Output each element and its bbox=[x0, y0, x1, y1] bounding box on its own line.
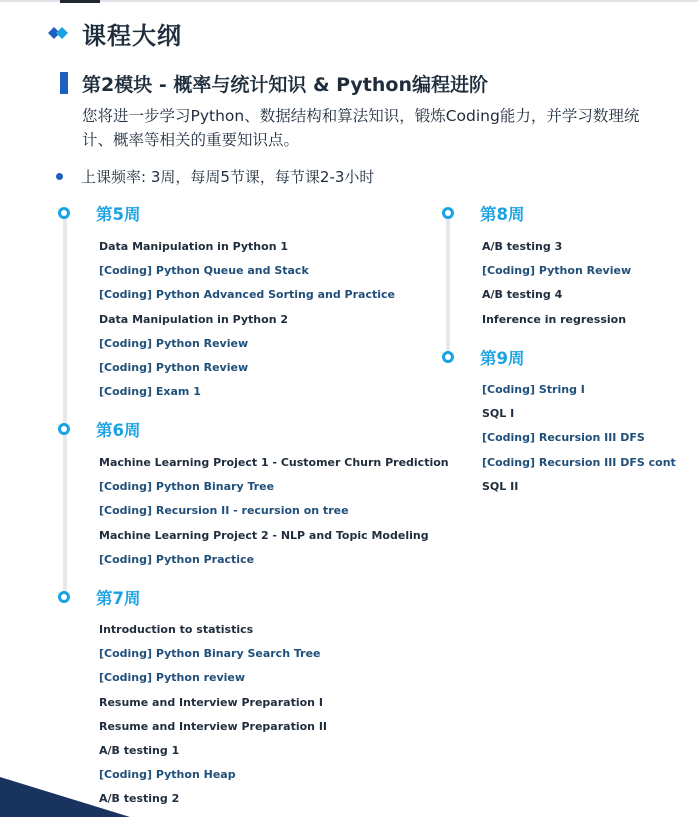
corner-decoration bbox=[0, 777, 130, 817]
schedule-frequency bbox=[56, 165, 374, 187]
lesson-item: [Coding] Recursion II - recursion on tree bbox=[99, 504, 349, 518]
module-header bbox=[60, 70, 488, 96]
week-header bbox=[58, 417, 140, 441]
lesson-item: Data Manipulation in Python 1 bbox=[99, 240, 289, 253]
lesson-item: [Coding] Recursion III DFS bbox=[482, 431, 645, 445]
week-header bbox=[442, 201, 524, 225]
lesson-item: [Coding] Python Binary Tree bbox=[99, 480, 275, 494]
lesson-item: Data Manipulation in Python 2 bbox=[99, 312, 289, 326]
lesson-item: [Coding] Python Review bbox=[99, 361, 249, 374]
frequency-text: 上课频率: 3周，每周5节课，每节课2-3小时 bbox=[81, 167, 375, 186]
timeline-left bbox=[63, 212, 67, 598]
week-header bbox=[58, 201, 140, 225]
module-description: 您将进一步学习Python、数据结构和算法知识，锻炼Coding能力，并学习数理统计、概率等相关的重要知识点。 bbox=[82, 107, 640, 149]
week-title: 第6周 bbox=[96, 421, 141, 440]
timeline-node-icon bbox=[58, 591, 70, 603]
top-tab-indicator bbox=[60, 0, 100, 3]
timeline-right bbox=[446, 212, 450, 358]
lesson-item: [Coding] Python Queue and Stack bbox=[99, 264, 309, 278]
timeline-node-icon bbox=[442, 351, 454, 363]
lesson-item: Machine Learning Project 2 - NLP and Topic Modeling bbox=[99, 528, 429, 542]
lesson-item: SQL I bbox=[482, 407, 515, 421]
diamond-arrows-icon bbox=[46, 21, 70, 45]
module-accent-bar bbox=[60, 72, 68, 94]
week-title: 第8周 bbox=[480, 205, 525, 224]
bullet-icon bbox=[56, 173, 63, 180]
week-header bbox=[442, 345, 524, 369]
lesson-item: Machine Learning Project 1 - Customer Churn Prediction bbox=[99, 456, 449, 469]
timeline-node-icon bbox=[442, 207, 454, 219]
top-divider bbox=[0, 0, 698, 2]
lesson-item: [Coding] Exam 1 bbox=[99, 385, 201, 399]
page-title: 课程大纲 bbox=[82, 21, 182, 50]
lesson-item: [Coding] Python Review bbox=[482, 264, 632, 278]
page-header bbox=[46, 18, 182, 48]
lesson-item: SQL II bbox=[482, 479, 519, 493]
lesson-item: A/B testing 3 bbox=[482, 240, 563, 253]
lesson-item: [Coding] Recursion III DFS cont bbox=[482, 455, 676, 469]
lesson-item: Resume and Interview Preparation I bbox=[99, 695, 323, 709]
week-title: 第9周 bbox=[480, 349, 525, 368]
week-header bbox=[58, 585, 140, 609]
timeline-node-icon bbox=[58, 423, 70, 435]
lesson-item: [Coding] Python Heap bbox=[99, 768, 236, 782]
lesson-item: Inference in regression bbox=[482, 312, 627, 326]
lesson-item: [Coding] Python Review bbox=[99, 336, 249, 350]
lesson-item: Resume and Interview Preparation II bbox=[99, 719, 328, 733]
lesson-item: [Coding] Python review bbox=[99, 671, 246, 685]
timeline-node-icon bbox=[58, 207, 70, 219]
week-title: 第7周 bbox=[96, 589, 141, 608]
lesson-item: [Coding] Python Binary Search Tree bbox=[99, 647, 321, 661]
lesson-item: A/B testing 4 bbox=[482, 288, 563, 302]
lesson-item: Introduction to statistics bbox=[99, 623, 254, 636]
lesson-item: A/B testing 2 bbox=[99, 792, 180, 806]
lesson-item: A/B testing 1 bbox=[99, 744, 180, 757]
lesson-item: [Coding] Python Advanced Sorting and Practice bbox=[99, 288, 395, 302]
lesson-item: [Coding] String I bbox=[482, 383, 585, 396]
week-title: 第5周 bbox=[96, 205, 141, 224]
lesson-item: [Coding] Python Practice bbox=[99, 552, 255, 566]
module-title: 第2模块 - 概率与统计知识 & Python编程进阶 bbox=[82, 73, 488, 96]
